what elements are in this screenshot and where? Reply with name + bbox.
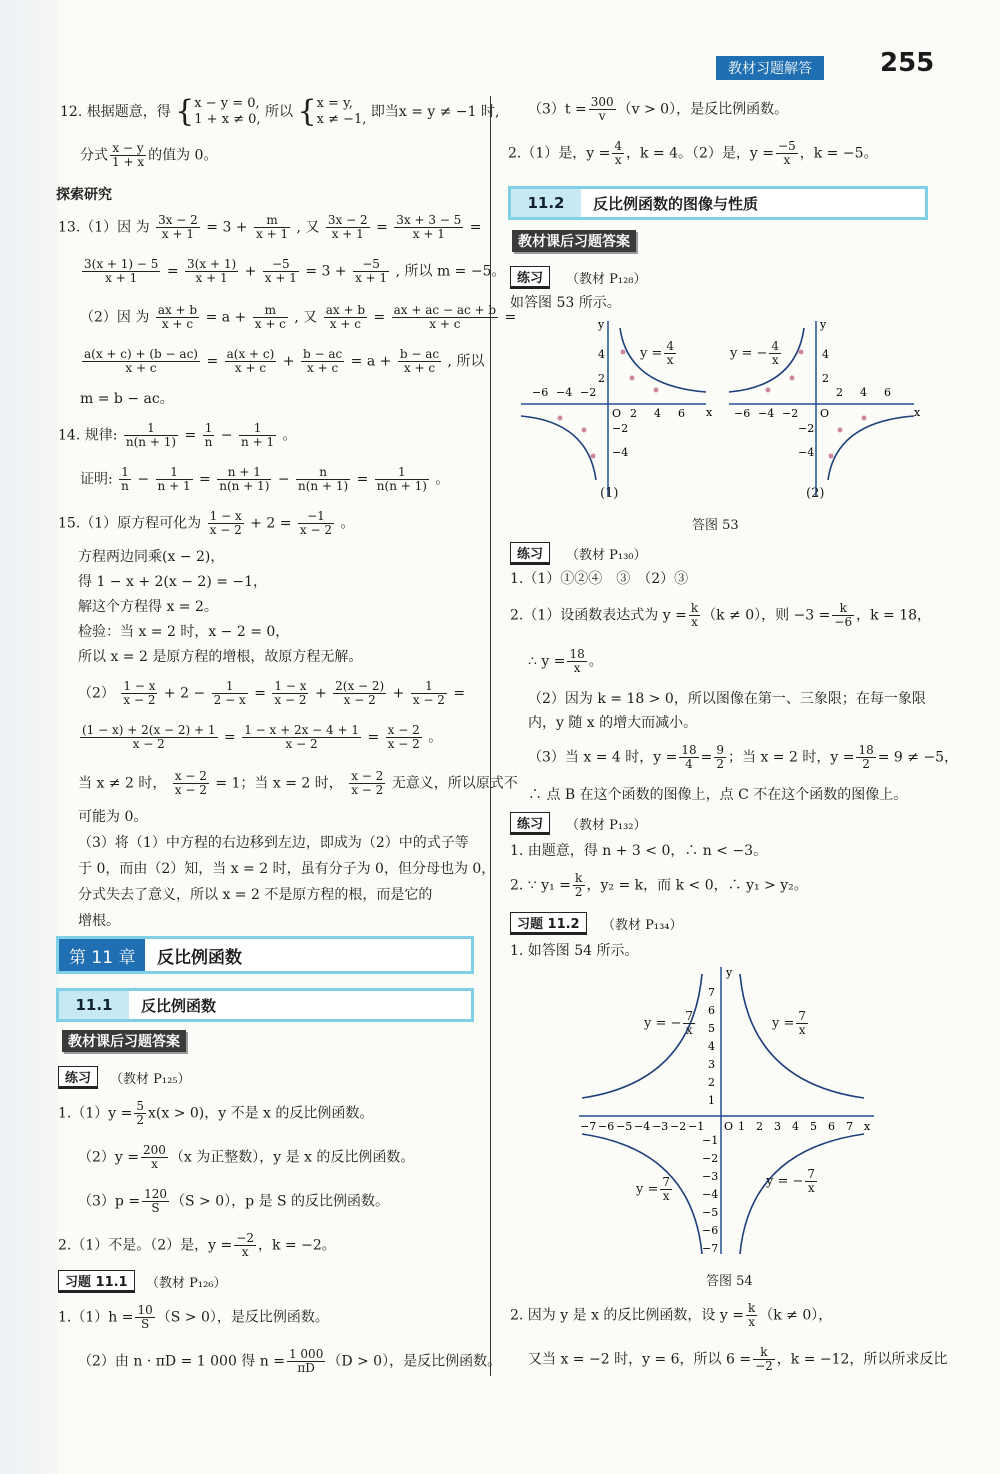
practice-label-p132: 练习 xyxy=(510,812,550,835)
header-tag: 教材习题解答 xyxy=(716,56,824,80)
g3-tick-neg5: −5 xyxy=(616,1120,633,1133)
g2-tick-6: 6 xyxy=(884,386,891,399)
g3-origin: O xyxy=(724,1120,734,1133)
fig54-caption: 答图 54 xyxy=(706,1274,753,1289)
g3-ytick-neg7: −7 xyxy=(702,1242,719,1255)
ex112-a2: 2. 因为 y 是 x 的反比例函数，设 y = $\frac{k}{x}$ （k ≠ 0）， xyxy=(510,1301,833,1329)
q15-p9: 增根。 xyxy=(78,913,120,929)
fig53-caption: 答图 53 xyxy=(692,518,739,533)
section-11-1-header xyxy=(56,988,474,1022)
g2-tick-2: 2 xyxy=(836,386,843,399)
g3-tick-3: 3 xyxy=(774,1120,781,1133)
g2-label: (2) xyxy=(806,486,825,501)
g2-ytick-2: 2 xyxy=(822,372,829,385)
p125-a1: 1.（1）y = $\frac{5}{2}$ x(x > 0)，y 不是 x 的反比例函数。 xyxy=(58,1099,374,1127)
q12-line1: 12. 根据题意，得 { x − y = 0, 1 + x ≠ 0, 所以 { x = y, x ≠ −1, 即当x = y ≠ −1 时, xyxy=(60,94,500,129)
practice-label-p130: 练习 xyxy=(510,542,550,565)
q13-line2: $\frac{3(x + 1) - 5}{x + 1}$ = $\frac{3(x + 1)}{x + 1}$ + $\frac{-5}{x + 1}$ = 3 + $\frac{-5}{x + 1}$ , 所以 m = −5。 xyxy=(84,257,506,285)
g3-tick-7: 7 xyxy=(846,1120,853,1133)
g1-equation: y = $\frac{4}{x}$ xyxy=(640,339,675,367)
ex112-a1: 1. 如答图 54 所示。 xyxy=(510,943,639,959)
g3-tick-neg1: −1 xyxy=(688,1120,705,1133)
r-line1: （3）t = $\frac{300}{v}$ （v > 0），是反比例函数。 xyxy=(528,95,789,123)
g3-tick-2: 2 xyxy=(756,1120,763,1133)
g2-tick-neg4: −4 xyxy=(758,407,775,420)
chapter-header xyxy=(56,936,474,974)
exercise-label-11-1: 习题 11.1 xyxy=(58,1270,135,1293)
g3-tick-neg7: −7 xyxy=(580,1120,597,1133)
binding-strip xyxy=(0,0,58,1474)
g2-x-label: x xyxy=(914,406,921,419)
g3-tick-5: 5 xyxy=(810,1120,817,1133)
p130-a1: 1.（1）①②④ ③ （2）③ xyxy=(510,571,689,587)
q12-line2: 分式 $\frac{x - y}{1 + x}$ 的值为 0。 xyxy=(80,141,218,169)
q15-l3: 得 1 − x + 2(x − 2) = −1， xyxy=(78,574,268,590)
q15-p2: （2） $\frac{1 - x}{x - 2}$ + 2 − $\frac{1}{2 - x}$ = $\frac{1 - x}{x - 2}$ + $\frac{2(x - 2)}{x - 2}$ + $\frac{1}{x - 2}$ = xyxy=(78,679,466,707)
p125-a3: （3）p = $\frac{120}{S}$ （S > 0），p 是 S 的反比例函数。 xyxy=(78,1187,390,1215)
g1-tick-neg4: −4 xyxy=(556,386,573,399)
answers-banner-left: 教材课后习题答案 xyxy=(62,1030,186,1052)
exercise-ref-11-2: （教材 P₁₃₄） xyxy=(602,918,683,933)
g3-ytick-neg3: −3 xyxy=(702,1170,719,1183)
section-title: 反比例函数 xyxy=(141,996,217,1015)
g1-ytick-neg4: −4 xyxy=(612,446,629,459)
q15-l6: 所以 x = 2 是原方程的增根，故原方程无解。 xyxy=(78,649,363,665)
g1-ytick-4: 4 xyxy=(598,348,605,361)
p130-a5: 内，y 随 x 的增大而减小。 xyxy=(528,715,698,731)
g3-ytick-neg1: −1 xyxy=(702,1134,719,1147)
g3-ytick-2: 2 xyxy=(708,1076,715,1089)
g2-tick-4: 4 xyxy=(860,386,867,399)
g2-ytick-neg4: −4 xyxy=(798,446,815,459)
q15-line1: 15.（1）原方程可化为 $\frac{1 - x}{x - 2}$ + 2 = $\frac{-1}{x - 2}$ 。 xyxy=(58,509,355,537)
g3-ytick-3: 3 xyxy=(708,1058,715,1071)
q15-l2: 方程两边同乘(x − 2)， xyxy=(78,549,225,565)
section-number: 11.1 xyxy=(59,991,129,1019)
g3-tick-neg3: −3 xyxy=(652,1120,669,1133)
graph-y-pm7-over-x xyxy=(574,962,884,1262)
g3-ytick-neg2: −2 xyxy=(702,1152,719,1165)
practice-ref-p128: （教材 P₁₂₈） xyxy=(566,272,647,287)
q13-line5: m = b − ac。 xyxy=(80,391,174,407)
p130-a2: 2.（1）设函数表达式为 y = $\frac{k}{x}$ （k ≠ 0），则 −3 = $\frac{k}{-6}$ ，k = 18， xyxy=(510,601,932,629)
r-line2: 2.（1）是，y = $\frac{4}{x}$ ，k = 4。（2）是，y = $\frac{-5}{x}$ ，k = −5。 xyxy=(508,139,878,167)
g2-ytick-neg2: −2 xyxy=(798,422,815,435)
g1-tick-neg6: −6 xyxy=(532,386,549,399)
g3-tick-4: 4 xyxy=(792,1120,799,1133)
page-number: 255 xyxy=(880,48,935,78)
explore-heading: 探索研究 xyxy=(56,187,112,203)
chapter-tag: 第 11 章 xyxy=(59,939,145,971)
practice-label-p128: 练习 xyxy=(510,266,550,289)
q15-l4: 解这个方程得 x = 2。 xyxy=(78,599,218,615)
column-divider xyxy=(490,96,491,1376)
g1-tick-4: 4 xyxy=(654,407,661,420)
practice-ref-p130: （教材 P₁₃₀） xyxy=(566,548,647,563)
g3-ytick-4: 4 xyxy=(708,1040,715,1053)
exercise-label-11-2: 习题 11.2 xyxy=(510,912,587,935)
q14-line1: 14. 规律: $\frac{1}{n(n + 1)}$ = $\frac{1}{n}$ − $\frac{1}{n + 1}$ 。 xyxy=(58,421,297,449)
p132-a1: 1. 由题意，得 n + 3 < 0，∴ n < −3。 xyxy=(510,843,768,859)
fig53-intro: 如答图 53 所示。 xyxy=(510,295,621,311)
p130-a3: ∴ y = $\frac{18}{x}$ 。 xyxy=(528,647,603,675)
g1-tick-neg2: −2 xyxy=(580,386,597,399)
g1-tick-6: 6 xyxy=(678,407,685,420)
g2-ytick-4: 4 xyxy=(822,348,829,361)
g3-tick-neg6: −6 xyxy=(598,1120,615,1133)
g1-origin: O xyxy=(612,407,622,420)
q15-p6: （3）将（1）中方程的右边移到左边，即成为（2）中的式子等 xyxy=(78,835,469,851)
q15-l5: 检验：当 x = 2 时，x − 2 = 0， xyxy=(78,624,290,640)
g2-equation: y = − $\frac{4}{x}$ xyxy=(730,339,780,367)
g3-tick-1: 1 xyxy=(738,1120,745,1133)
g3-tick-6: 6 xyxy=(828,1120,835,1133)
g3-eq-q2: y = − $\frac{7}{x}$ xyxy=(644,1009,694,1037)
g3-ytick-neg6: −6 xyxy=(702,1224,719,1237)
q15-p4: 当 x ≠ 2 时， $\frac{x - 2}{x - 2}$ = 1；当 x = 2 时， $\frac{x - 2}{x - 2}$ 无意义，所以原式不 xyxy=(78,769,518,797)
section-11-2-header xyxy=(508,186,928,220)
p132-a2: 2. ∵ y₁ = $\frac{k}{2}$ ，y₂ = k，而 k < 0，∴ y₁ > y₂。 xyxy=(510,871,808,899)
ex111-a1: 1.（1）h = $\frac{10}{S}$ （S > 0），是反比例函数。 xyxy=(58,1303,329,1331)
g3-tick-neg4: −4 xyxy=(634,1120,651,1133)
g3-tick-neg2: −2 xyxy=(670,1120,687,1133)
g3-x-label: x xyxy=(864,1120,871,1133)
p130-a4: （2）因为 k = 18 > 0，所以图像在第一、三象限；在每一象限 xyxy=(528,691,926,707)
p125-a4: 2.（1）不是。（2）是，y = $\frac{-2}{x}$ ，k = −2。 xyxy=(58,1231,336,1259)
g1-ytick-neg2: −2 xyxy=(612,422,629,435)
g3-ytick-6: 6 xyxy=(708,1004,715,1017)
g3-eq-q3: y = $\frac{7}{x}$ xyxy=(636,1175,671,1203)
q15-p5: 可能为 0。 xyxy=(78,809,148,825)
g3-ytick-7: 7 xyxy=(708,986,715,999)
g3-ytick-1: 1 xyxy=(708,1094,715,1107)
graph-y-4-over-x xyxy=(516,316,716,506)
g3-ytick-neg5: −5 xyxy=(702,1206,719,1219)
g3-ytick-neg4: −4 xyxy=(702,1188,719,1201)
g3-eq-q1: y = $\frac{7}{x}$ xyxy=(772,1009,807,1037)
q15-p3: $\frac{(1 - x) + 2(x - 2) + 1}{x - 2}$ = $\frac{1 - x + 2x - 4 + 1}{x - 2}$ = $\frac{x - 2}{x - 2}$ 。 xyxy=(82,723,443,751)
g1-y-label: y xyxy=(598,318,605,331)
p130-a6: （3）当 x = 4 时，y = $\frac{18}{4}$ = $\frac{9}{2}$ ；当 x = 2 时，y = $\frac{18}{2}$ = 9 ≠ −5， xyxy=(528,743,959,771)
q13-line3: （2）因 为 $\frac{ax + b}{x + c}$ = a + $\frac{m}{x + c}$ , 又 $\frac{ax + b}{x + c}$ = $\frac{ax + ac - ac + b}{x + c}$ = xyxy=(80,303,517,331)
practice-label-p125: 练习 xyxy=(58,1066,98,1089)
chapter-title: 反比例函数 xyxy=(157,947,242,968)
q14-line2: 证明: $\frac{1}{n}$ − $\frac{1}{n + 1}$ = $\frac{n + 1}{n(n + 1)}$ − $\frac{n}{n(n + 1)}$ = $\frac{1}{n(n + 1)}$ 。 xyxy=(80,465,450,493)
q13-line1: 13.（1）因 为 $\frac{3x - 2}{x + 1}$ = 3 + $\frac{m}{x + 1}$ , 又 $\frac{3x - 2}{x + 1}$ = $\frac{3x + 3 - 5}{x + 1}$ = xyxy=(58,213,482,241)
section-title: 反比例函数的图像与性质 xyxy=(593,194,759,213)
ex111-a2: （2）由 n · πD = 1 000 得 n = $\frac{1 000}{\pi D}$ （D > 0），是反比例函数。 xyxy=(78,1347,502,1375)
p130-a7: ∴ 点 B 在这个函数的图像上，点 C 不在这个函数的图像上。 xyxy=(528,787,908,803)
g3-y-label: y xyxy=(726,966,733,979)
g2-tick-neg2: −2 xyxy=(782,407,799,420)
section-number: 11.2 xyxy=(511,189,581,217)
g1-ytick-2: 2 xyxy=(598,372,605,385)
q13-line4: $\frac{a(x + c) + (b - ac)}{x + c}$ = $\frac{a(x + c)}{x + c}$ + $\frac{b - ac}{x + c}$ = a + $\frac{b - ac}{x + c}$ , 所以 xyxy=(84,347,485,375)
g2-tick-neg6: −6 xyxy=(734,407,751,420)
exercise-ref-11-1: （教材 P₁₂₆） xyxy=(146,1276,227,1291)
g3-eq-q4: y = − $\frac{7}{x}$ xyxy=(766,1167,816,1195)
g2-y-label: y xyxy=(820,318,827,331)
g2-origin: O xyxy=(820,407,830,420)
ex112-a3: 又当 x = −2 时，y = 6，所以 6 = $\frac{k}{-2}$ ，k = −12，所以所求反比 xyxy=(528,1345,948,1373)
answers-banner-right: 教材课后习题答案 xyxy=(512,230,636,252)
practice-ref-p125: （教材 P₁₂₅） xyxy=(110,1072,191,1087)
g1-x-label: x xyxy=(706,406,713,419)
q15-p7: 于 0，而由（2）知，当 x = 2 时，虽有分子为 0，但分母也为 0， xyxy=(78,861,496,877)
p125-a2: （2）y = $\frac{200}{x}$ （x 为正整数），y 是 x 的反比例函数。 xyxy=(78,1143,415,1171)
g1-tick-2: 2 xyxy=(630,407,637,420)
q15-p8: 分式失去了意义，所以 x = 2 不是原方程的根，而是它的 xyxy=(78,887,433,903)
g3-ytick-5: 5 xyxy=(708,1022,715,1035)
practice-ref-p132: （教材 P₁₃₂） xyxy=(566,818,647,833)
g1-label: (1) xyxy=(600,486,619,501)
